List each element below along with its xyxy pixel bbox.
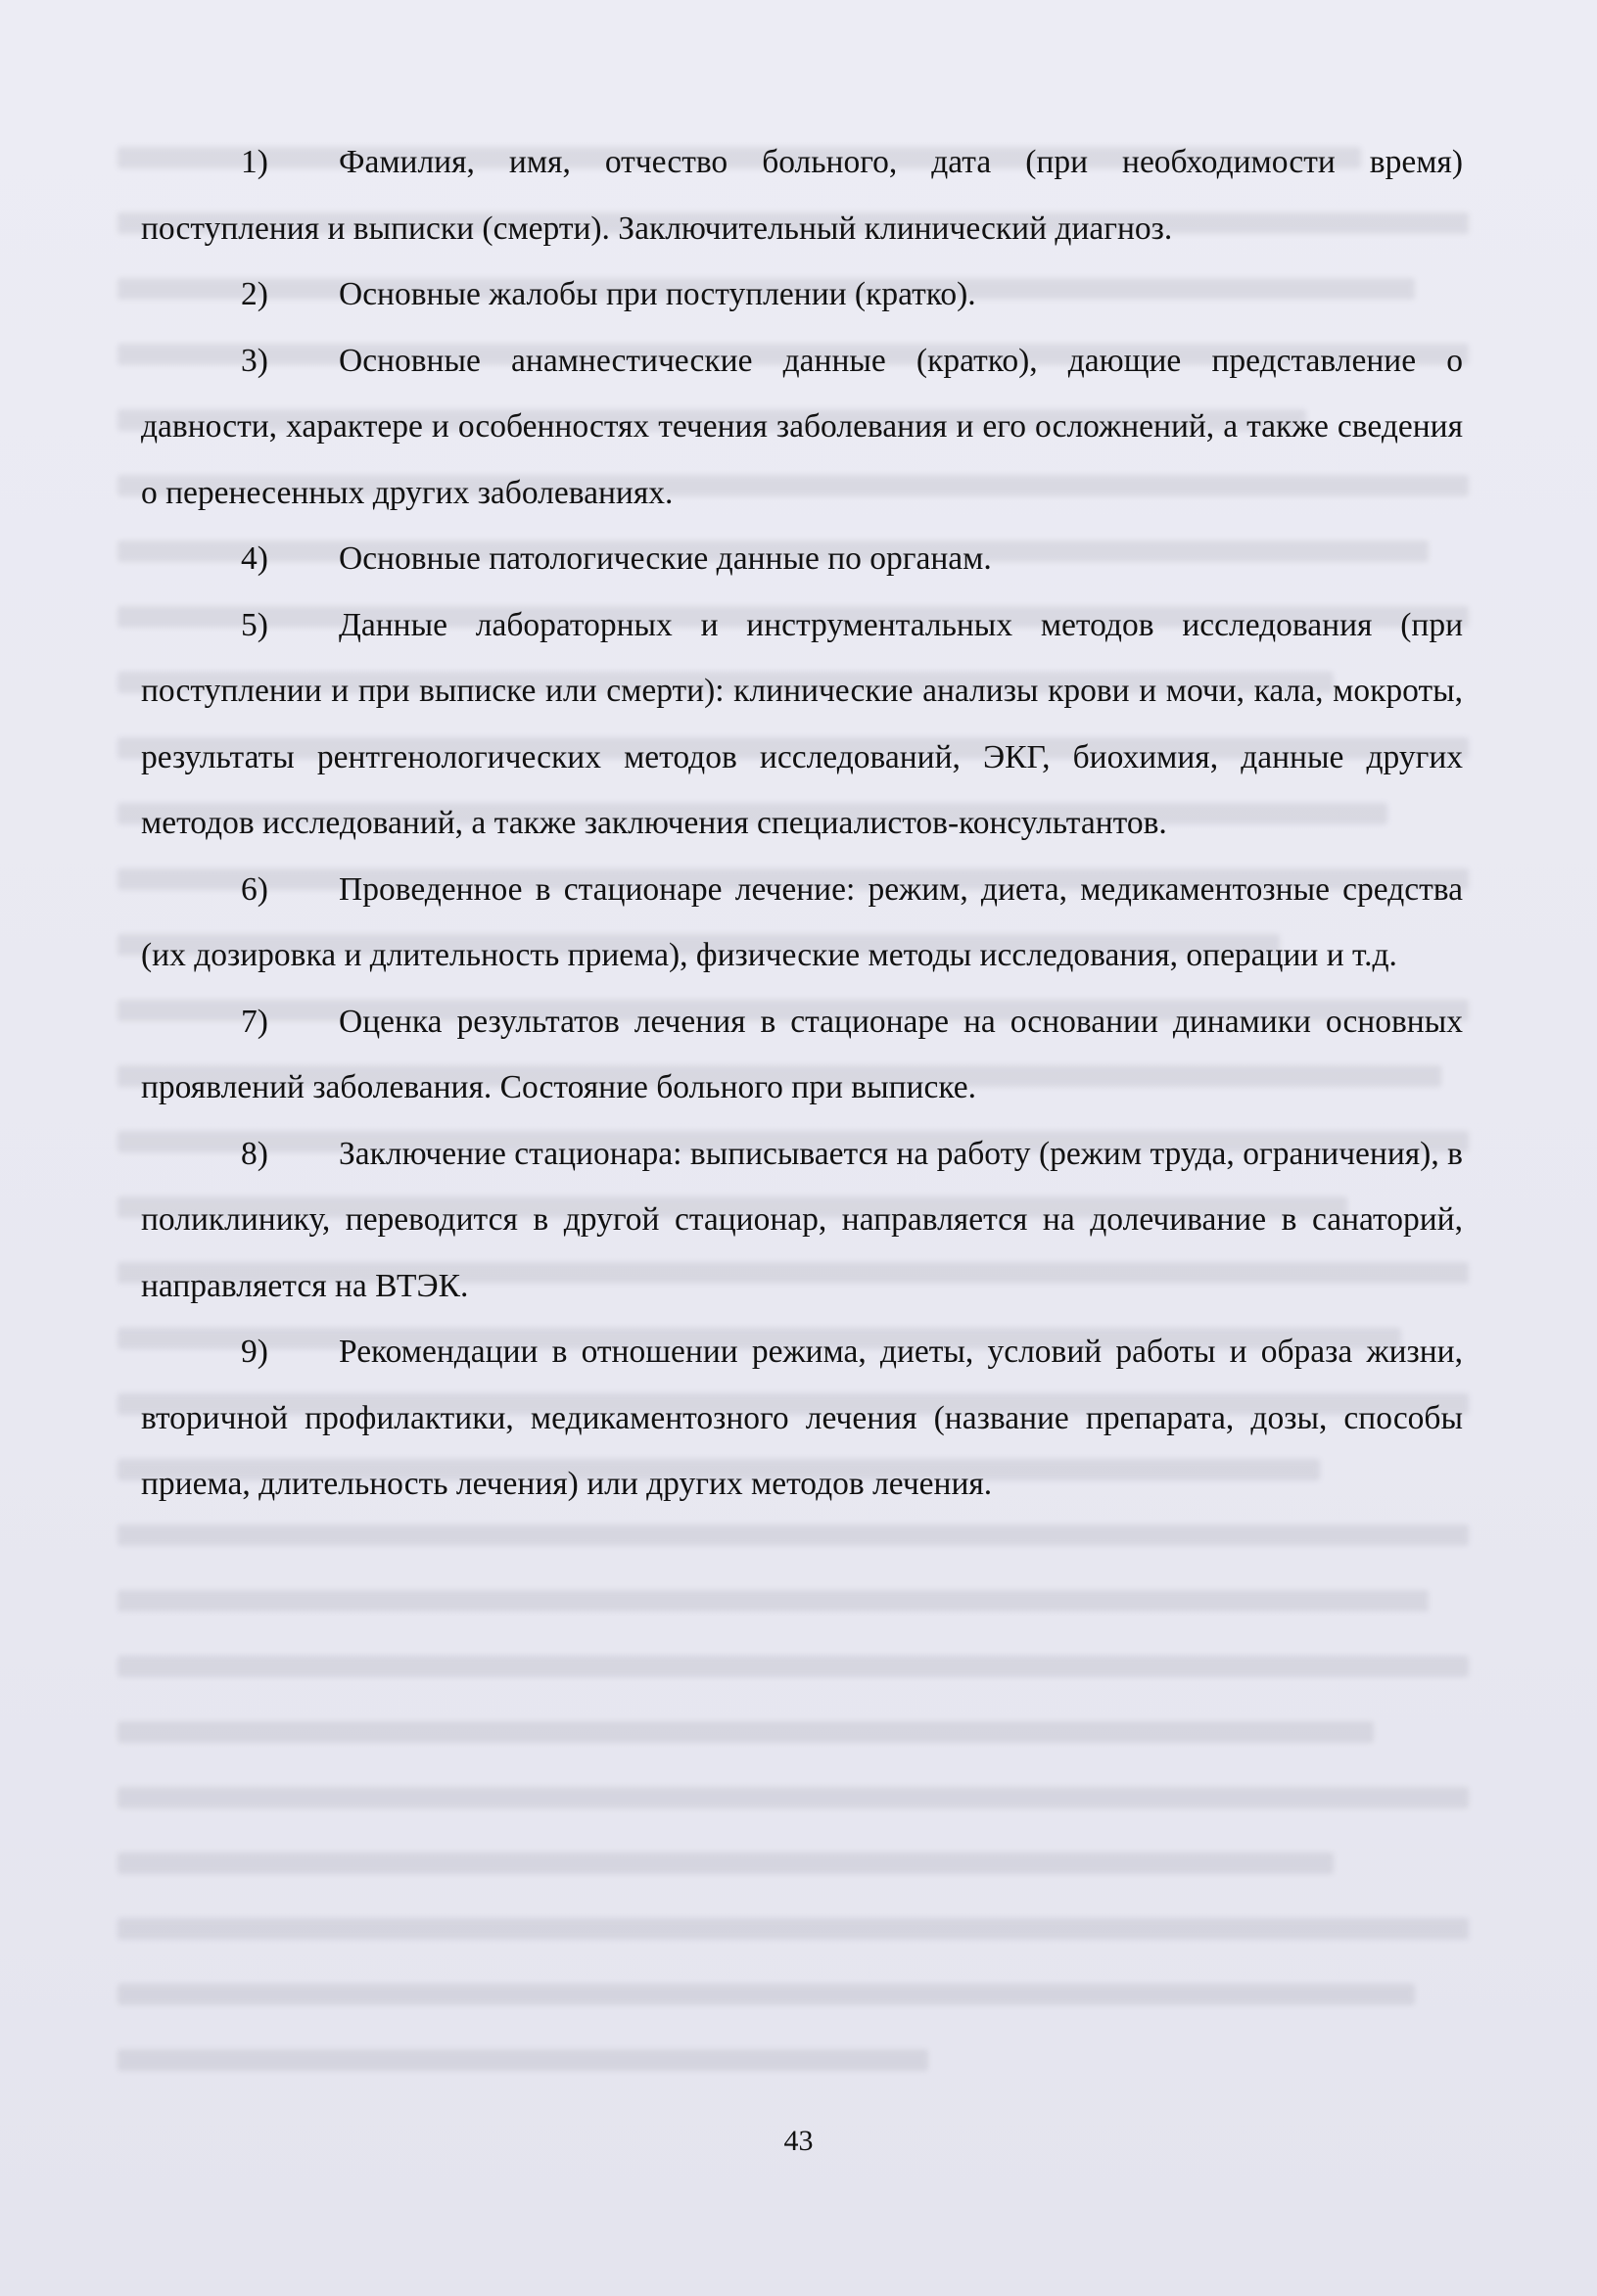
- item-text: Данные лабораторных и инструментальных методов исследования (при поступлении и при выписке или смерти): клинические анализы крови и мочи, кала, мокроты, результаты рентгенологических методов исследований, ЭКГ, биохимия, данные других методов исследований, а также заключения специалистов-консультантов.: [141, 606, 1463, 841]
- numbered-list: [141, 129, 1463, 1518]
- list-item-2: [141, 261, 1463, 328]
- item-number: 3): [241, 342, 268, 379]
- item-text: Основные патологические данные по органам.: [339, 540, 992, 577]
- list-item-1: [141, 129, 1463, 261]
- item-text: Заключение стационара: выписывается на работу (режим труда, ограничения), в поликлинику, переводится в другой стационар, направляется на долечивание в санаторий, направляется на ВТЭК.: [141, 1135, 1463, 1304]
- item-text: Рекомендации в отношении режима, диеты, условий работы и образа жизни, вторичной профилактики, медикаментозного лечения (название препарата, дозы, способы приема, длительность лечения) или других методов лечения.: [141, 1334, 1463, 1502]
- item-number: 1): [241, 144, 268, 180]
- item-text: Фамилия, имя, отчество больного, дата (при необходимости время) поступления и выписки (смерти). Заключительный клинический диагноз.: [141, 144, 1463, 247]
- item-number: 6): [241, 870, 268, 908]
- item-number: 7): [241, 1003, 268, 1040]
- list-item-5: [141, 592, 1463, 857]
- list-item-4: [141, 526, 1463, 592]
- item-number: 2): [241, 276, 268, 312]
- page-number: 43: [783, 2125, 814, 2157]
- item-number: 8): [241, 1135, 268, 1172]
- list-item-3: [141, 328, 1463, 527]
- list-item-6: [141, 857, 1463, 989]
- list-item-8: [141, 1121, 1463, 1320]
- item-text: Проведенное в стационаре лечение: режим, диета, медикаментозные средства (их дозировка и длительность приема), физические методы исследования, операции и т.д.: [141, 870, 1463, 973]
- list-item-9: [141, 1319, 1463, 1518]
- list-item-7: [141, 989, 1463, 1121]
- item-text: Оценка результатов лечения в стационаре на основании динамики основных проявлений заболевания. Состояние больного при выписке.: [141, 1003, 1463, 1105]
- item-text: Основные жалобы при поступлении (кратко).: [339, 276, 976, 312]
- item-text: Основные анамнестические данные (кратко), дающие представление о давности, характере и особенностях течения заболевания и его осложнений, а также сведения о перенесенных других заболеваниях.: [141, 342, 1463, 511]
- item-number: 9): [241, 1334, 268, 1370]
- item-number: 5): [241, 606, 268, 643]
- item-number: 4): [241, 540, 268, 577]
